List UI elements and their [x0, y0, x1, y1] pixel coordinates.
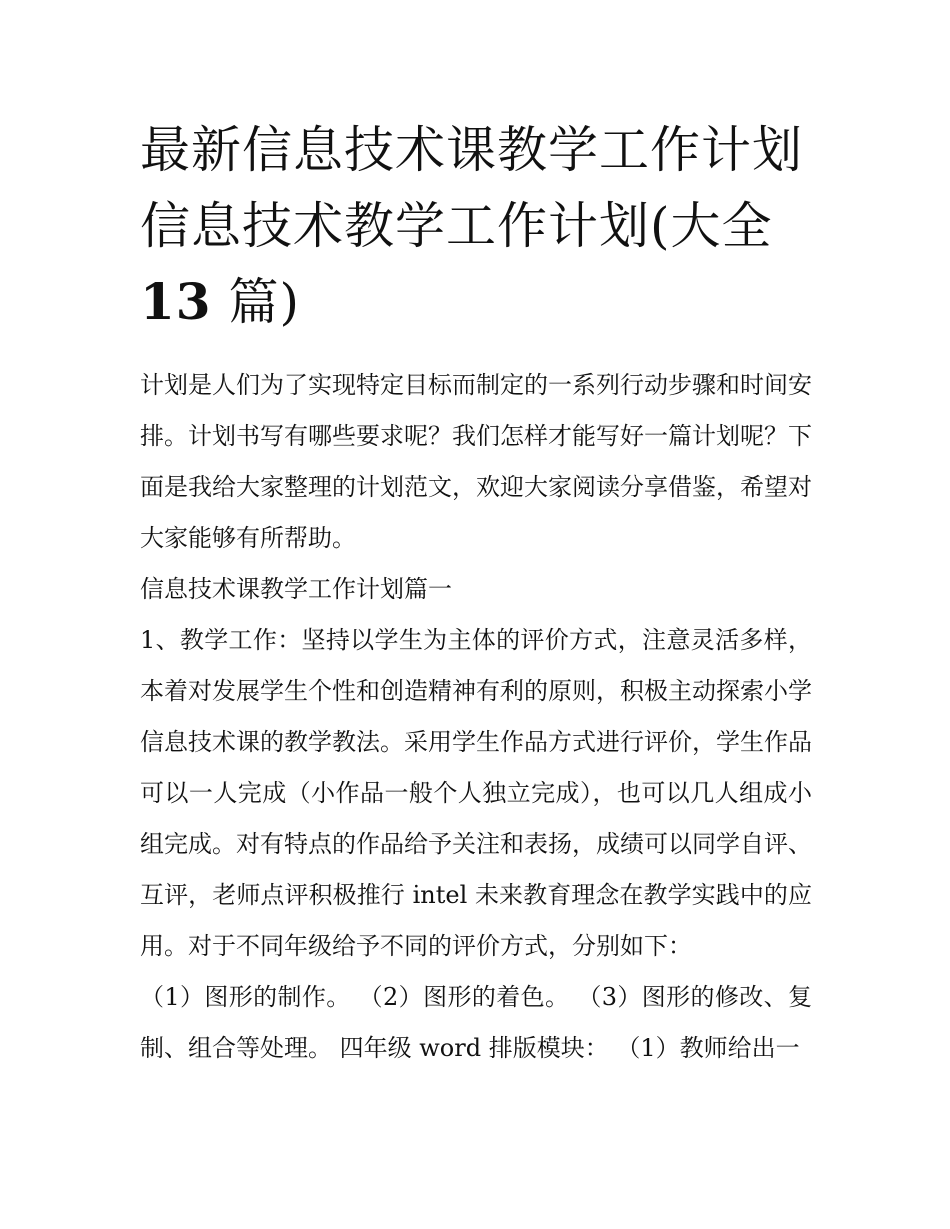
title-number: 13: [140, 272, 212, 331]
teaching-work-paragraph: 1、教学工作：坚持以学生为主体的评价方式，注意灵活多样，本着对发展学生个性和创造精神有利的原则，积极主动探索小学信息技术课的教学教法。采用学生作品方式进行评价，学生作品可以一人完成（小作品一般个人独立完成），也可以几人组成小组完成。对有特点的作品给予关注和表扬，成绩可以同学自评、互评，老师点评积极推行 intel 未来教育理念在教学实践中的应用。对于不同年级给予不同的评价方式，分别如下：: [140, 626, 812, 960]
title-line-3: 篇): [228, 273, 301, 331]
intro-paragraph: 计划是人们为了实现特定目标而制定的一系列行动步骤和时间安排。计划书写有哪些要求呢？我们怎样才能写好一篇计划呢？下面是我给大家整理的计划范文，欢迎大家阅读分享借鉴，希望对大家能够有所帮助。: [140, 371, 812, 552]
document-title: [140, 112, 812, 340]
graphics-list-paragraph: （1）图形的制作。 （2）图形的着色。 （3）图形的修改、复制、组合等处理。 四年级 word 排版模块： （1）教师给出一: [140, 983, 812, 1062]
document-page: [140, 112, 812, 1074]
document-body: [140, 360, 812, 1074]
title-line-2: 信息技术教学工作计划(大全: [140, 197, 773, 255]
section-heading: 信息技术课教学工作计划篇一: [140, 575, 452, 603]
title-line-1: 最新信息技术课教学工作计划: [140, 121, 803, 179]
